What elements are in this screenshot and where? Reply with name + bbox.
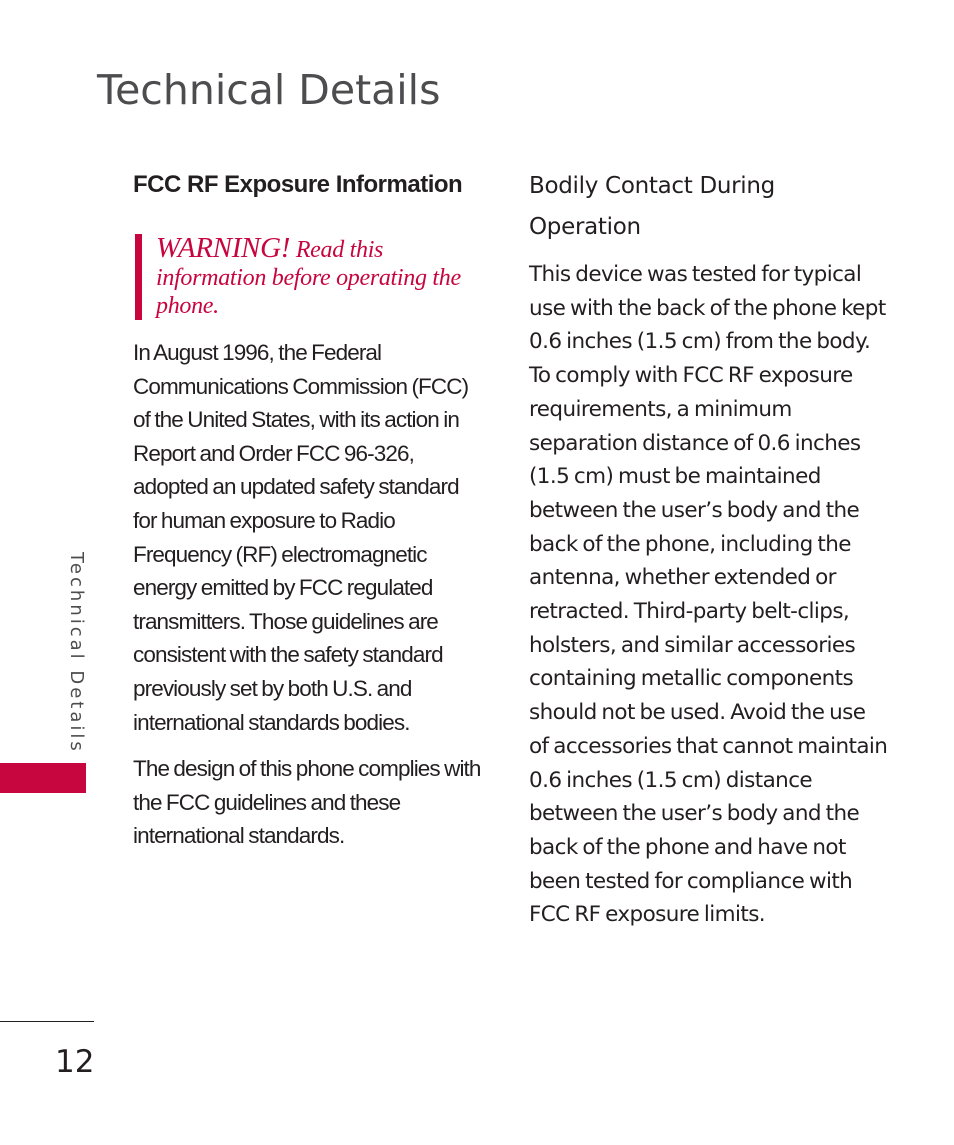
side-tab-label: Technical Details [66,552,87,754]
left-column [133,166,483,853]
warning-callout [135,234,483,320]
fcc-rf-heading: FCC RF Exposure Information [133,171,463,198]
page-title: Technical Details [97,66,441,114]
paragraph-compliance: The design of this phone complies with the FCC guidelines and these international standards. [133,756,481,849]
warning-label: WARNING! [156,232,291,264]
footer-rule [0,1021,94,1022]
bodily-contact-heading: Bodily Contact During Operation [529,173,775,240]
paragraph-fcc-history: In August 1996, the Federal Communications Commission (FCC) of the United States, with its action in Report and Order FCC 96-326, adopted an updated safety standard for human exposure to Radio Frequency (RF) electromagnetic energy emitted by FCC regulated transmitters. Those guidelines are consistent with the safety standard previously set by both U.S. and international standards bodies. [133,340,469,735]
side-tab-marker [0,763,86,793]
right-column [529,166,889,932]
page-number: 12 [55,1044,95,1080]
paragraph-bodily-contact: This device was tested for typical use with the back of the phone kept 0.6 inches (1.5 cm) from the body. To comply with FCC RF exposure requirements, a minimum separation distance of 0.6 inches (1.5 cm) must be maintained between the user’s body and the back of the phone, including the antenna, whether extended or retracted. Third-party belt-clips, holsters, and similar accessories containing metallic components should not be used. Avoid the use of accessories that cannot maintain 0.6 inches (1.5 cm) distance between the user’s body and the back of the phone and have not been tested for compliance with FCC RF exposure limits. [529,262,888,928]
warning-text: Read this information before operating the phone. [156,237,461,319]
